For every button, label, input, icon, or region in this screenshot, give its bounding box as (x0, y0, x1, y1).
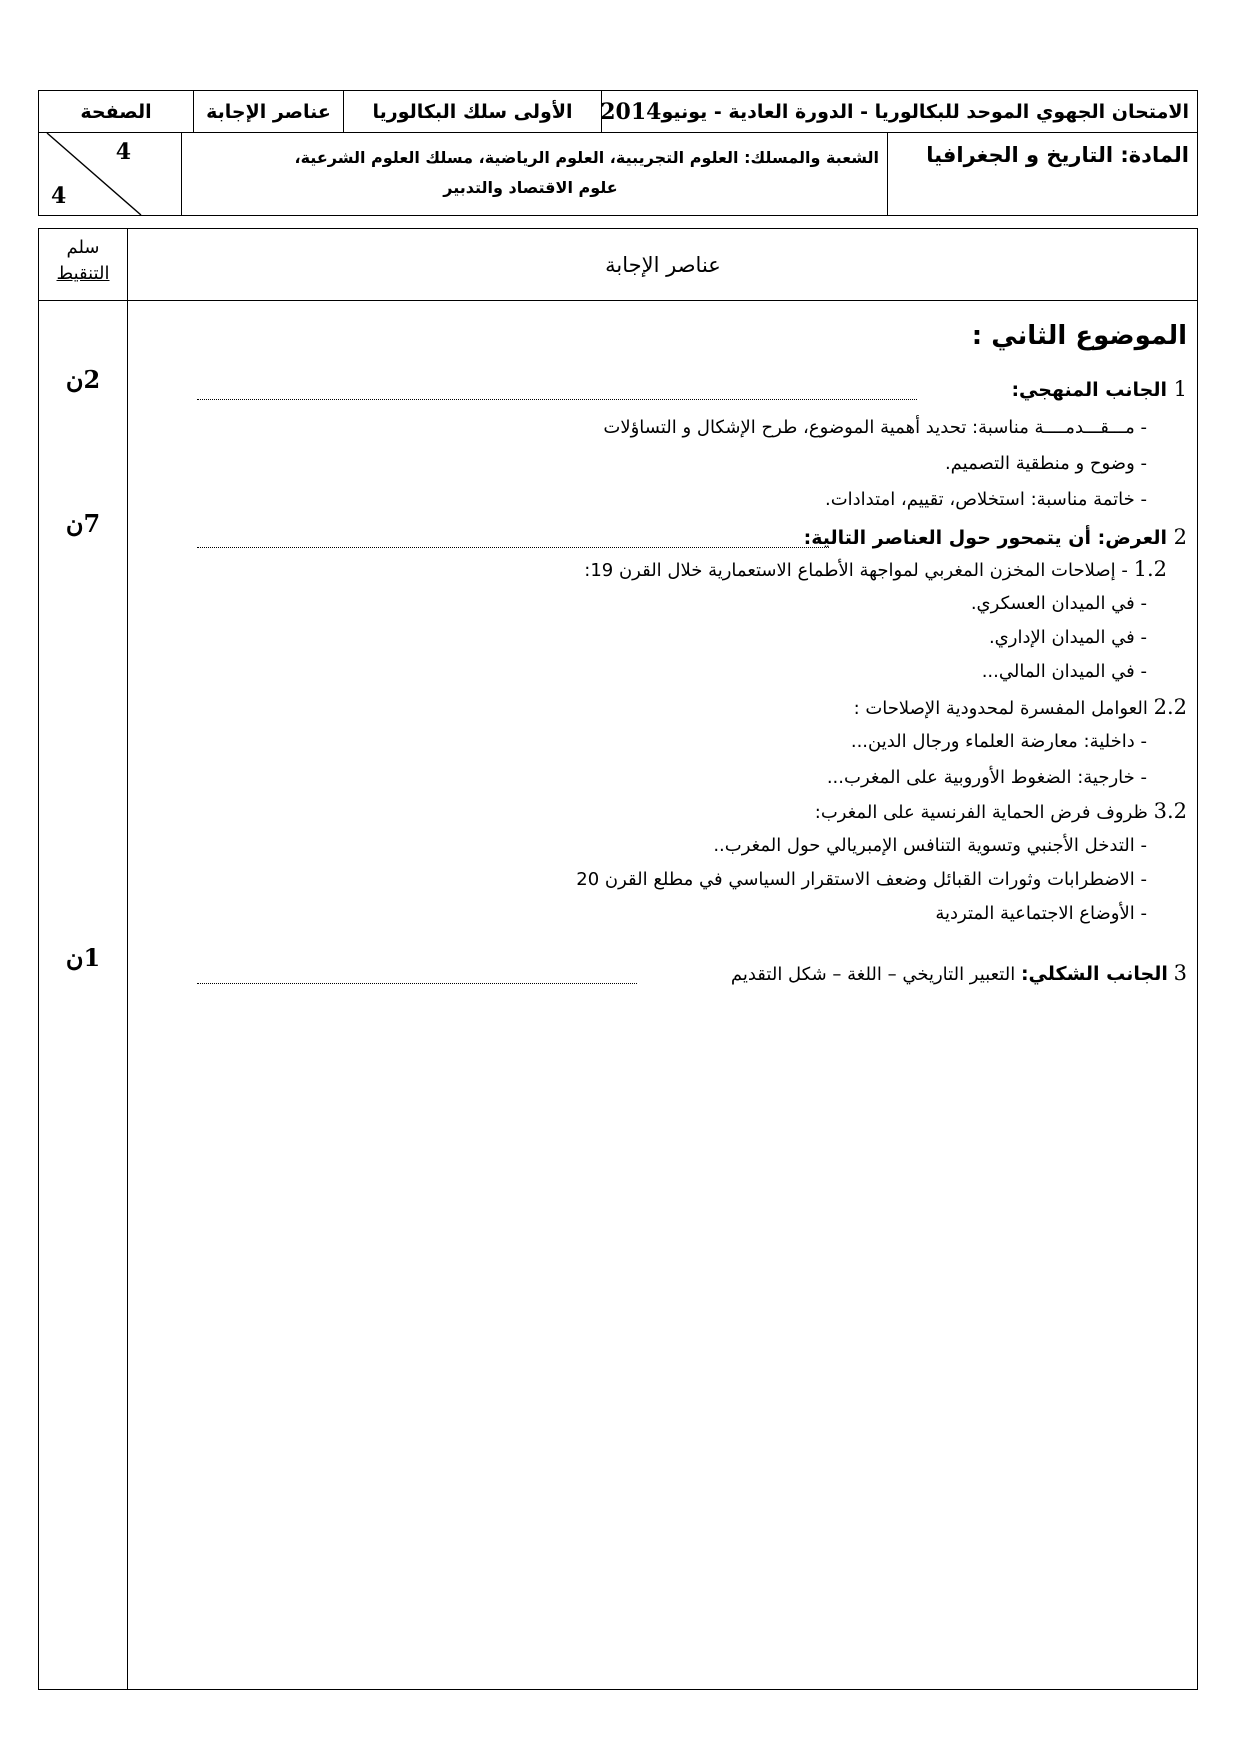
answer-content (139, 301, 1187, 1689)
answer-elements-label: عناصر الإجابة (206, 100, 331, 123)
answer-elements-cell (193, 91, 343, 132)
subsection-2-item: - داخلية: معارضة العلماء ورجال الدين... (850, 731, 1147, 752)
subsection-3-item: - التدخل الأجنبي وتسوية التنافس الإمبريالي حول المغرب.. (713, 835, 1147, 856)
subsection-1-title: - إصلاحات المخزن المغربي لمواجهة الأطماع الاستعمارية خلال القرن 19: (584, 560, 1128, 581)
subsection-3-item: - الاضطرابات وثورات القبائل وضعف الاستقرار السياسي في مطلع القرن 20 (576, 869, 1147, 890)
subsection-2-title: العوامل المفسرة لمحدودية الإصلاحات : (853, 698, 1148, 719)
section-2-number: 2 (1173, 525, 1187, 549)
section-2-heading (804, 525, 1187, 549)
subsection-1-item: - في الميدان العسكري. (970, 593, 1147, 614)
score-title-line-1: سلم (66, 237, 100, 258)
subsection-3-title: ظروف فرض الحماية الفرنسية على المغرب: (814, 802, 1148, 823)
score-section-2: 7ن (65, 509, 101, 538)
subsection-3-item: - الأوضاع الاجتماعية المتردية (935, 903, 1147, 924)
subsection-1-item: - في الميدان الإداري. (988, 627, 1147, 648)
section-1-number: 1 (1173, 377, 1187, 401)
branch-line-1: الشعبة والمسلك: العلوم التجريبية، العلوم الرياضية، مسلك العلوم الشرعية، (294, 148, 879, 167)
branch-cell (181, 133, 887, 215)
section-3-dotted-leader (197, 983, 637, 984)
section-1-heading (1011, 377, 1187, 401)
page-number-cell (39, 133, 143, 215)
section-1-title: الجانب المنهجي: (1011, 379, 1167, 401)
subsection-2-item: - خارجية: الضغوط الأوروبية على المغرب... (826, 767, 1147, 788)
subsection-2-heading (854, 695, 1187, 719)
subsection-1-number: 1.2 (1133, 557, 1167, 581)
page-label-cell (39, 91, 193, 132)
score-section-3: 1ن (65, 943, 101, 972)
subsection-1-heading (584, 557, 1167, 581)
exam-header (38, 90, 1198, 216)
score-column-title (39, 235, 127, 287)
subsection-1-item: - في الميدان المالي... (981, 661, 1147, 682)
section-1-item: - مـــقـــدمــــة مناسبة: تحديد أهمية الموضوع، طرح الإشكال و التساؤلات (603, 417, 1147, 438)
subsection-2-number: 2.2 (1153, 695, 1187, 719)
section-1-item: - وضوح و منطقية التصميم. (944, 453, 1147, 474)
section-3-heading (731, 961, 1187, 985)
page-total: 4 (51, 183, 67, 209)
page-label: الصفحة (80, 100, 152, 123)
section-3-title: الجانب الشكلي: (1020, 963, 1168, 985)
section-3-number: 3 (1173, 961, 1187, 985)
section-2-title: العرض: أن يتمحور حول العناصر التالية: (803, 527, 1167, 549)
header-row-2 (39, 133, 1197, 215)
topic-title: الموضوع الثاني : (971, 321, 1187, 351)
content-column-title: عناصر الإجابة (605, 253, 721, 277)
subsection-3-number: 3.2 (1153, 799, 1187, 823)
section-1-dotted-leader (197, 399, 917, 400)
section-3-text: التعبير التاريخي – اللغة – شكل التقديم (730, 964, 1016, 985)
exam-year: 2014 (600, 98, 662, 125)
level-label: الأولى سلك البكالوريا (372, 100, 573, 123)
score-section-1: 2ن (65, 365, 101, 394)
answer-table (38, 228, 1198, 1690)
exam-title: الامتحان الجهوي الموحد للبكالوريا - الدورة العادية - يونيو (661, 100, 1189, 123)
column-divider (127, 229, 128, 1689)
section-1-item: - خاتمة مناسبة: استخلاص، تقييم، امتدادات. (825, 489, 1147, 510)
header-row-1 (39, 91, 1197, 133)
subject-label: المادة: التاريخ و الجغرافيا (926, 143, 1189, 167)
exam-title-cell (601, 91, 1197, 132)
subject-cell (887, 133, 1197, 215)
subsection-3-heading (815, 799, 1187, 823)
branch-line-2: علوم الاقتصاد والتدبير (443, 178, 618, 197)
page-current: 4 (115, 139, 131, 165)
section-2-dotted-leader (197, 547, 829, 548)
level-cell (343, 91, 601, 132)
answer-table-header (39, 229, 1197, 301)
score-title-line-2: التنقيط (56, 263, 110, 284)
